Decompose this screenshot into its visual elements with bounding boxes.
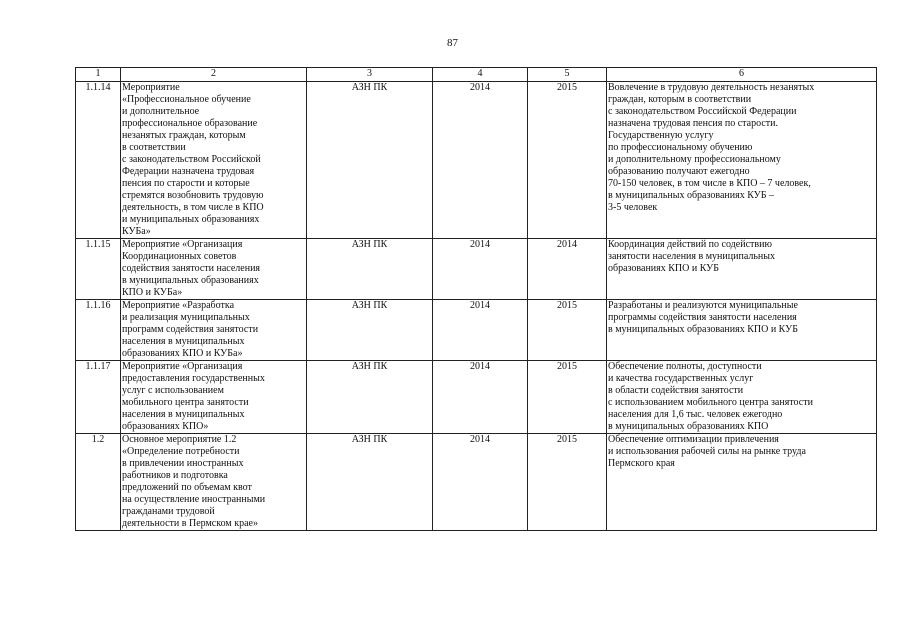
column-header: 5 [528, 68, 607, 82]
row-id: 1.1.17 [76, 361, 121, 434]
table-row [76, 82, 877, 239]
expected-result: Координация действий по содействию занятости населения в муниципальных образованиях КПО и КУБ [607, 239, 877, 300]
table-row [76, 300, 877, 361]
expected-result: Вовлечение в трудовую деятельность незанятых граждан, которым в соответствии с законодательством Российской Федерации назначена трудовая пенсия по старости. Государственную услугу по профессиональному обучению и дополнительному профессиональному образованию получают ежегодно 70-150 человек, в том числе в КПО – 7 человек, в муниципальных образованиях КУБ – 3-5 человек [607, 82, 877, 239]
expected-result: Разработаны и реализуются муниципальные программы содействия занятости населения в муниципальных образованиях КПО и КУБ [607, 300, 877, 361]
start-year: 2014 [433, 434, 528, 531]
end-year: 2014 [528, 239, 607, 300]
row-id: 1.1.14 [76, 82, 121, 239]
activity-title: Мероприятие «Разработка и реализация муниципальных программ содействия занятости населения в муниципальных образованиях КПО и КУБа» [121, 300, 307, 361]
end-year: 2015 [528, 82, 607, 239]
executor: АЗН ПК [307, 82, 433, 239]
start-year: 2014 [433, 300, 528, 361]
start-year: 2014 [433, 82, 528, 239]
expected-result: Обеспечение оптимизации привлечения и использования рабочей силы на рынке труда Пермского края [607, 434, 877, 531]
activity-title: Мероприятие «Организация Координационных советов содействия занятости населения в муниципальных образованиях КПО и КУБа» [121, 239, 307, 300]
executor: АЗН ПК [307, 361, 433, 434]
end-year: 2015 [528, 300, 607, 361]
page-number: 87 [447, 37, 458, 49]
row-id: 1.2 [76, 434, 121, 531]
row-id: 1.1.15 [76, 239, 121, 300]
row-id: 1.1.16 [76, 300, 121, 361]
end-year: 2015 [528, 361, 607, 434]
activity-title: Основное мероприятие 1.2 «Определение потребности в привлечении иностранных работников и подготовка предложений по объемам квот на осуществление иностранными гражданами трудовой деятельности в Пермском крае» [121, 434, 307, 531]
program-activities-table [75, 67, 877, 531]
executor: АЗН ПК [307, 239, 433, 300]
table-row [76, 361, 877, 434]
table-row [76, 239, 877, 300]
column-header: 4 [433, 68, 528, 82]
executor: АЗН ПК [307, 300, 433, 361]
start-year: 2014 [433, 361, 528, 434]
activity-title: Мероприятие «Организация предоставления государственных услуг с использованием мобильного центра занятости населения в муниципальных образованиях КПО» [121, 361, 307, 434]
table-row [76, 434, 877, 531]
table-header-row [76, 68, 877, 82]
start-year: 2014 [433, 239, 528, 300]
activity-title: Мероприятие «Профессиональное обучение и дополнительное профессиональное образование незанятых граждан, которым в соответствии с законодательством Российской Федерации назначена трудовая пенсия по старости и которые стремятся возобновить трудовую деятельность, в том числе в КПО и муниципальных образованиях КУБа» [121, 82, 307, 239]
column-header: 2 [121, 68, 307, 82]
column-header: 1 [76, 68, 121, 82]
end-year: 2015 [528, 434, 607, 531]
column-header: 6 [607, 68, 877, 82]
executor: АЗН ПК [307, 434, 433, 531]
column-header: 3 [307, 68, 433, 82]
expected-result: Обеспечение полноты, доступности и качества государственных услуг в области содействия занятости с использованием мобильного центра занятости населения для 1,6 тыс. человек ежегодно в муниципальных образованиях КПО [607, 361, 877, 434]
